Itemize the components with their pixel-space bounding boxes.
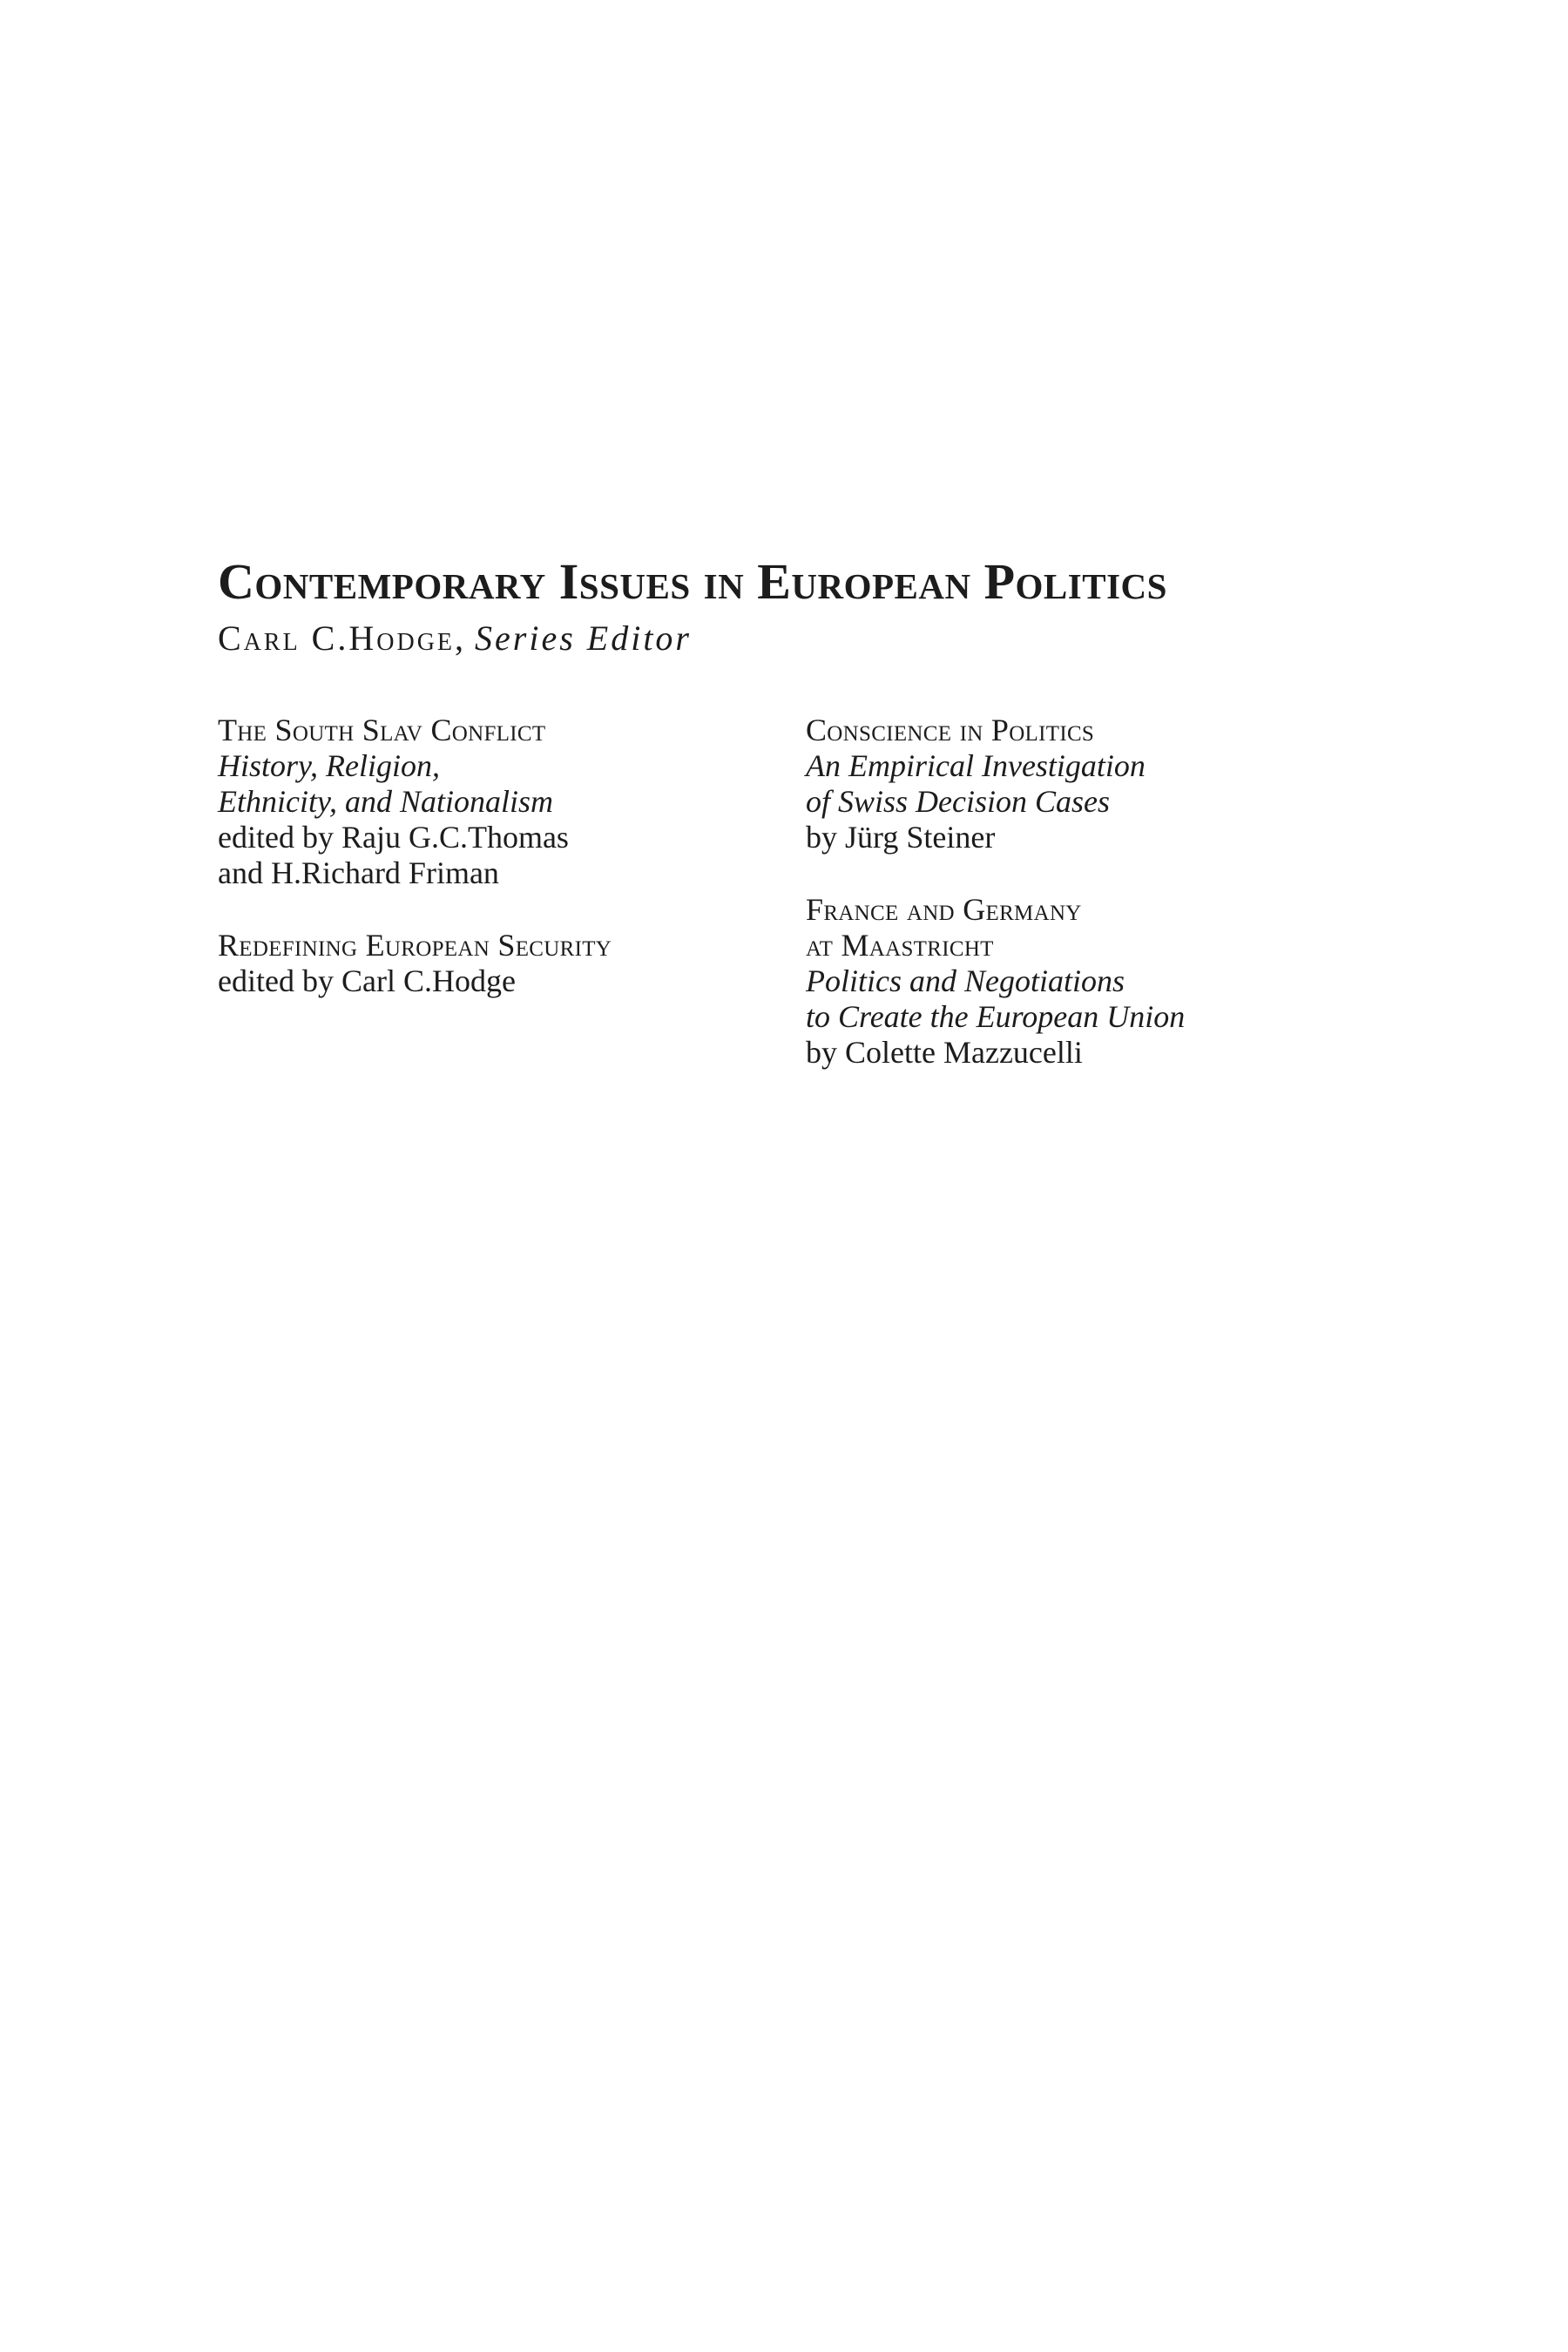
book-subtitle: An Empirical Investigation: [806, 748, 1146, 783]
book-subtitle: to Create the European Union: [806, 999, 1186, 1034]
series-editor-role: Series Editor: [475, 618, 692, 658]
book-title: Redefining European Security: [218, 928, 612, 963]
book-credit: edited by Raju G.C.Thomas: [218, 820, 569, 855]
book-entry: [806, 713, 1363, 855]
book-entry: [806, 892, 1363, 1071]
book-list-left: [218, 713, 775, 1036]
series-title: Contemporary Issues in European Politics: [218, 553, 1167, 610]
book-title: Conscience in Politics: [806, 713, 1095, 747]
book-subtitle: History, Religion,: [218, 748, 440, 783]
series-header: [218, 551, 1350, 660]
book-entry: [218, 713, 775, 891]
series-editor-name: Carl C.Hodge,: [218, 618, 467, 658]
book-title: The South Slav Conflict: [218, 713, 546, 747]
book-title: France and Germany: [806, 892, 1082, 927]
book-subtitle: Ethnicity, and Nationalism: [218, 784, 553, 819]
book-credit: by Colette Mazzucelli: [806, 1035, 1083, 1070]
book-list-right: [806, 713, 1363, 1107]
book-title: at Maastricht: [806, 928, 994, 963]
series-editor: [218, 617, 1350, 660]
book-credit: edited by Carl C.Hodge: [218, 963, 516, 998]
book-credit: and H.Richard Friman: [218, 855, 499, 890]
book-entry: [218, 928, 775, 999]
book-subtitle: Politics and Negotiations: [806, 963, 1125, 998]
book-subtitle: of Swiss Decision Cases: [806, 784, 1111, 819]
book-credit: by Jürg Steiner: [806, 820, 996, 855]
